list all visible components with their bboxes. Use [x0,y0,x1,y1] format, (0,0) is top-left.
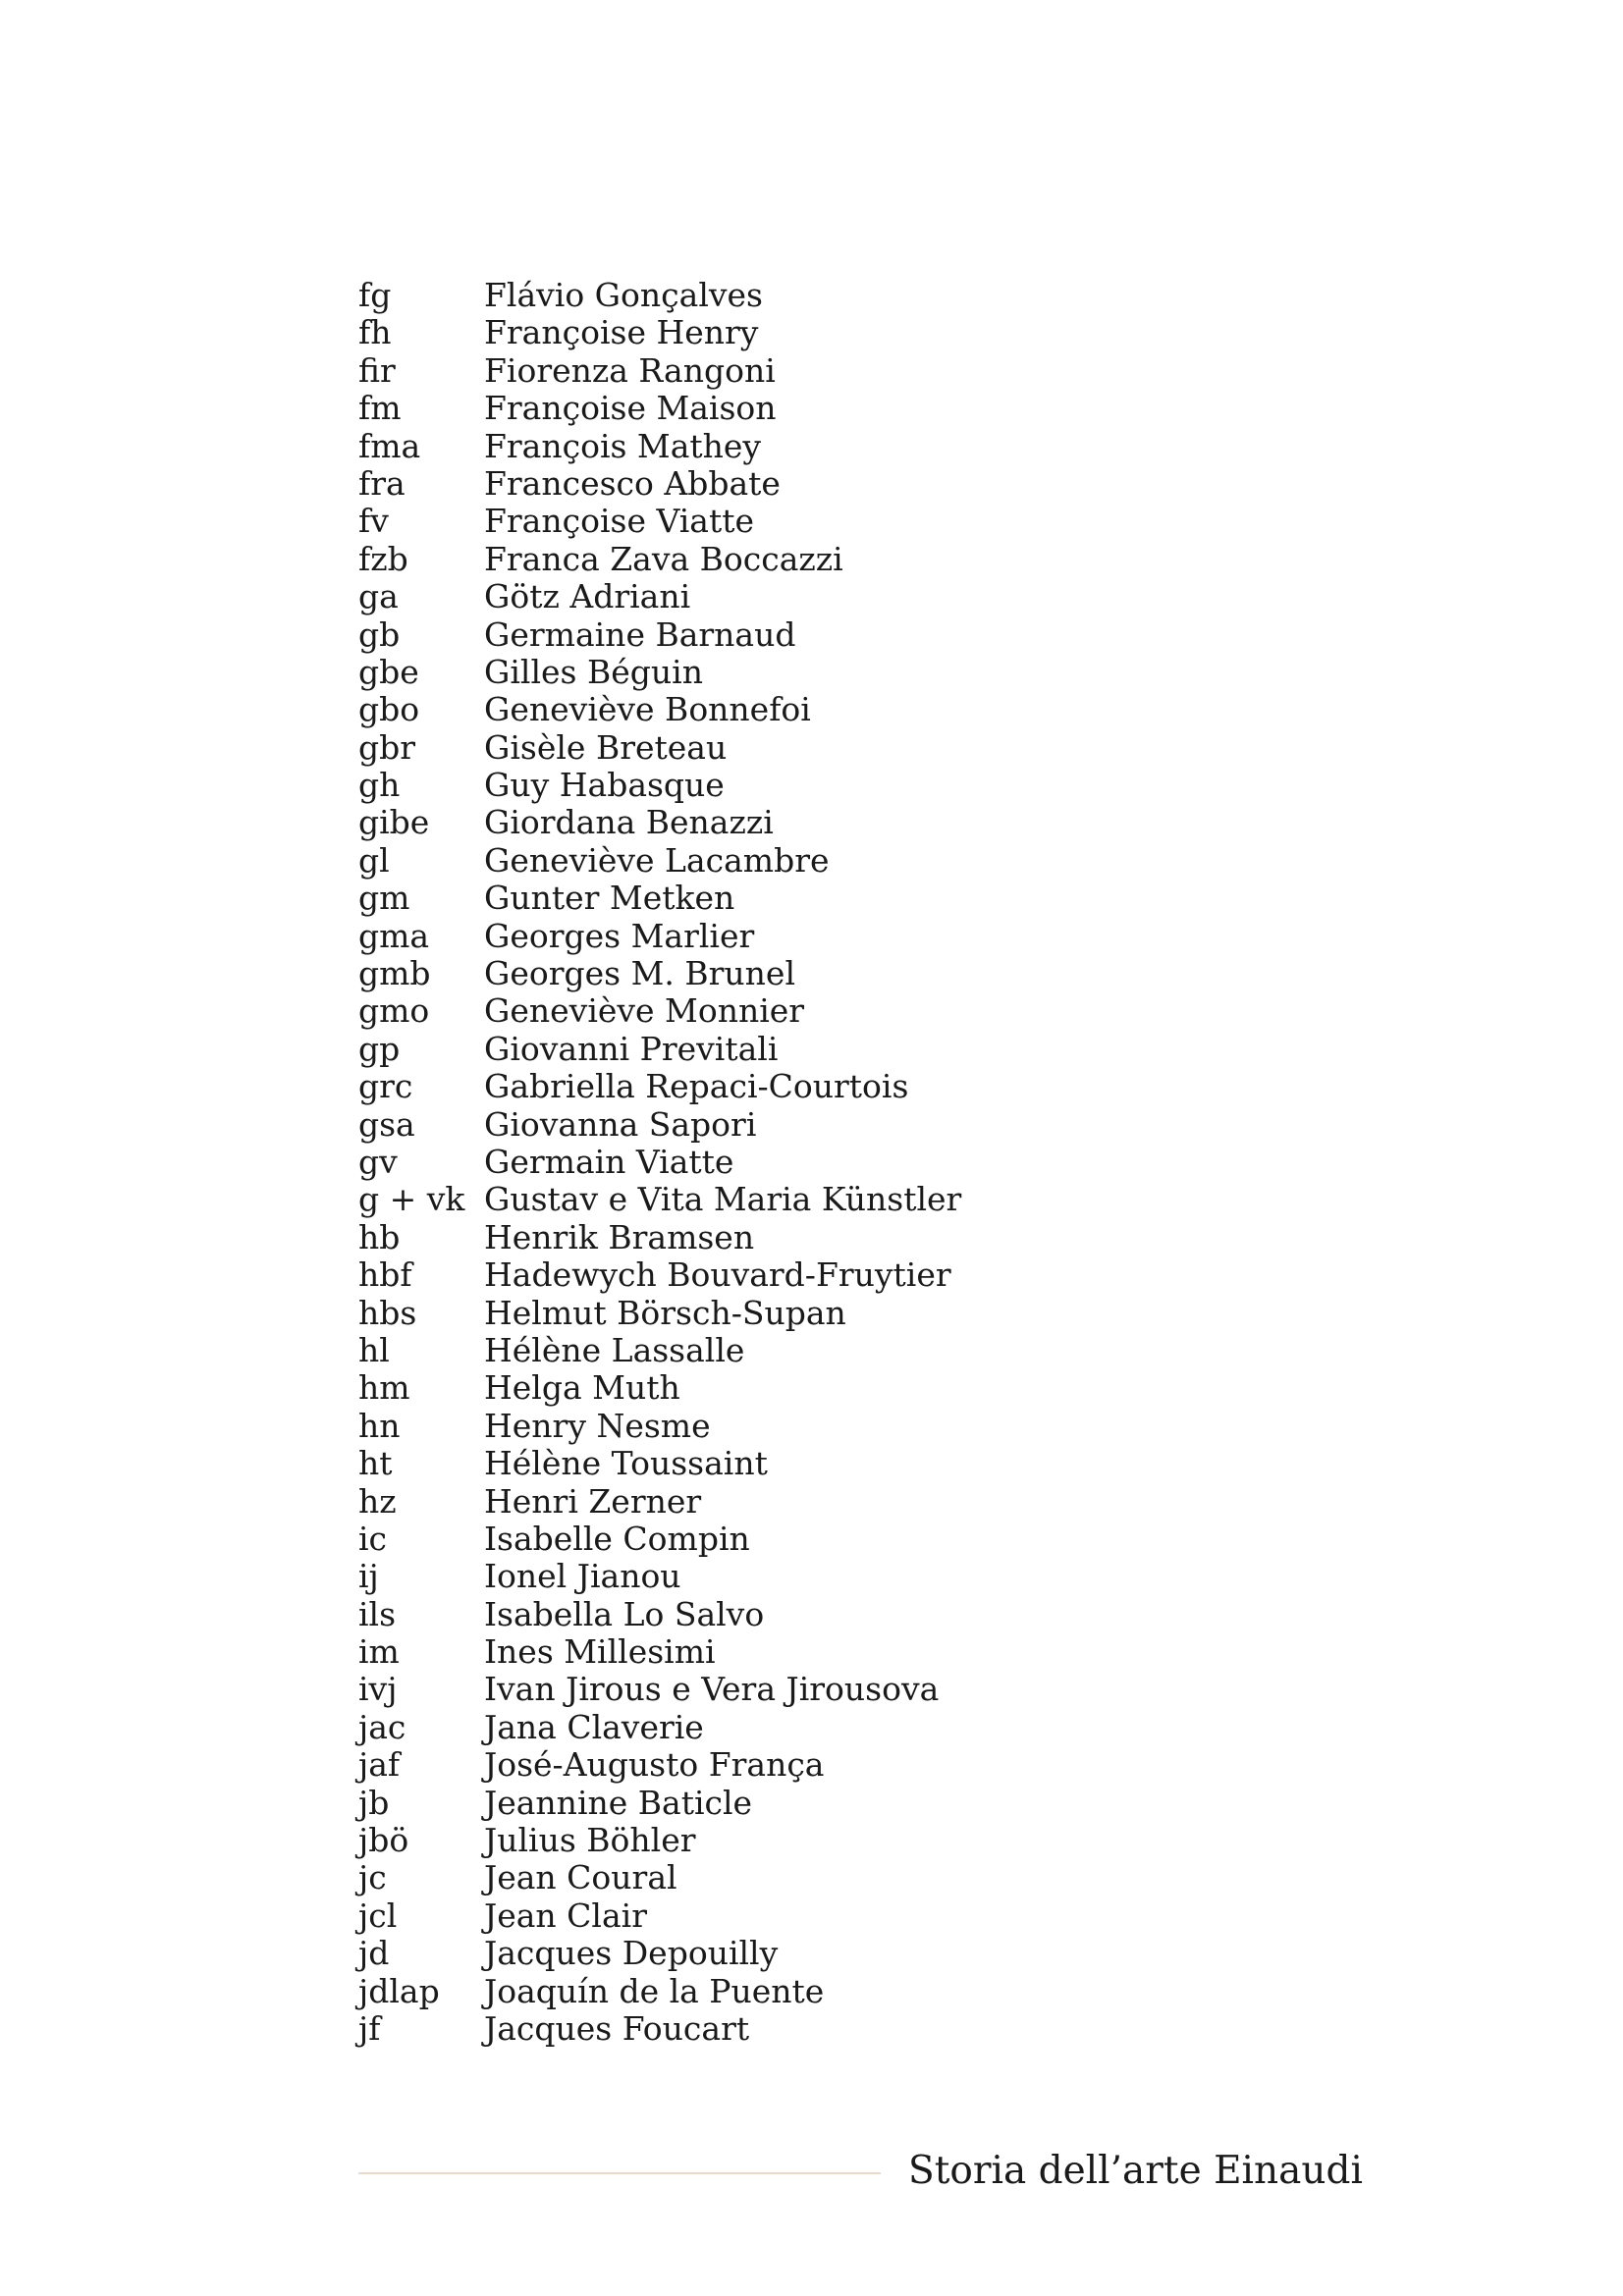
contributor-entry [358,1859,1242,1896]
contributor-name: Francesco Abbate [484,463,781,503]
contributor-abbreviation: gmb [358,954,431,993]
contributor-name: Flávio Gonçalves [484,276,763,314]
contributor-entry [358,1973,1242,2010]
contributor-entry [358,503,1242,540]
contributor-entry [358,1031,1242,1068]
contributor-entry [358,1709,1242,1746]
contributor-name: Fiorenza Rangoni [484,350,776,390]
contributor-abbreviation: hz [358,1481,397,1521]
contributor-name: Jana Claverie [484,1707,704,1746]
contributor-name: Gunter Metken [484,879,735,918]
contributor-name: Helga Muth [484,1368,680,1408]
contributor-entry [358,1256,1242,1294]
contributor-entry [358,1445,1242,1482]
contributor-entry [358,1746,1242,1784]
page-footer [358,2142,1363,2201]
contributor-abbreviation: ils [358,1594,397,1633]
contributor-abbreviation: g + vk [358,1180,465,1219]
contributor-name: Georges Marlier [484,916,755,955]
contributor-abbreviation: gp [358,1029,401,1068]
contributor-abbreviation: gv [358,1142,398,1181]
contributor-entry [358,277,1242,314]
contributor-entry [358,616,1242,654]
contributor-abbreviation: gbo [358,690,420,729]
contributor-abbreviation: ivj [358,1670,398,1709]
contributor-abbreviation: ic [358,1519,388,1558]
contributor-name: François Mathey [484,426,762,465]
contributor-entry [358,729,1242,767]
contributor-name: Henri Zerner [484,1481,702,1521]
contributor-abbreviation: hn [358,1406,401,1445]
contributor-abbreviation: hbs [358,1293,417,1332]
contributor-entry [358,1181,1242,1218]
contributor-abbreviation: jf [358,2008,381,2048]
contributor-entry [358,1219,1242,1256]
contributor-entry [358,1068,1242,1105]
contributor-name: Gilles Béguin [484,652,703,691]
contributor-name: Georges M. Brunel [484,954,795,993]
contributor-abbreviation: gibe [358,803,430,842]
contributor-abbreviation: hl [358,1330,390,1369]
contributor-name: Götz Adriani [484,577,691,616]
contributor-name: Gabriella Repaci-Courtois [484,1067,909,1106]
contributor-abbreviation: jac [358,1707,406,1746]
contributor-abbreviation: gmo [358,991,430,1031]
contributor-entry [358,918,1242,955]
contributor-abbreviation: fm [358,389,402,428]
contributor-abbreviation: ij [358,1557,379,1596]
contributor-entry [358,1408,1242,1445]
contributor-name: Gisèle Breteau [484,727,728,767]
contributor-entry [358,1483,1242,1521]
contributor-entry [358,691,1242,728]
contributor-entry [358,1785,1242,1822]
contributor-entry [358,992,1242,1030]
contributor-abbreviation: gsa [358,1104,415,1144]
contributor-entry [358,804,1242,841]
contributor-entry [358,2010,1242,2048]
contributor-entry [358,1671,1242,1708]
contributor-abbreviation: fg [358,276,392,314]
contributor-abbreviation: gm [358,879,410,918]
contributor-name: Germain Viatte [484,1142,734,1181]
footer-rule [358,2172,881,2174]
contributor-entry [358,1633,1242,1671]
contributor-name: Gustav e Vita Maria Künstler [484,1180,962,1219]
contributor-abbreviation: jaf [358,1745,401,1785]
contributor-name: Giordana Benazzi [484,803,774,842]
contributor-abbreviation: gl [358,840,390,880]
contributor-abbreviation: fzb [358,539,408,578]
contributor-entry [358,1897,1242,1935]
contributor-abbreviation: gbe [358,652,419,691]
contributor-abbreviation: fra [358,463,406,503]
contributor-entry [358,1935,1242,1972]
contributor-entry [358,1558,1242,1595]
contributor-entry [358,1295,1242,1332]
contributor-abbreviation: jc [358,1858,387,1897]
contributor-abbreviation: im [358,1632,400,1672]
contributor-abbreviation: hbf [358,1255,412,1295]
contributor-entry [358,880,1242,917]
contributor-abbreviation: ht [358,1444,393,1483]
contributor-entry [358,654,1242,691]
contributor-name: Françoise Henry [484,313,759,352]
contributor-entry [358,390,1242,427]
contributor-abbreviation: gma [358,916,430,955]
footer-title: Storia dell’arte Einaudi [908,2149,1363,2193]
contributor-name: Ionel Jianou [484,1557,681,1596]
contributor-name: José-Augusto França [484,1745,825,1785]
contributor-abbreviation: jcl [358,1896,398,1935]
contributor-name: Hélène Toussaint [484,1444,768,1483]
contributor-name: Geneviève Monnier [484,991,805,1031]
contributor-entry [358,767,1242,804]
contributor-abbreviation: hm [358,1368,410,1408]
contributor-abbreviation: jdlap [358,1971,440,2010]
contributor-entry [358,541,1242,578]
contributor-name: Françoise Maison [484,389,777,428]
contributor-name: Jacques Foucart [484,2008,750,2048]
contributor-entry [358,578,1242,615]
contributor-entry [358,1144,1242,1181]
contributor-name: Hélène Lassalle [484,1330,745,1369]
contributor-name: Helmut Börsch-Supan [484,1293,846,1332]
contributor-entry [358,1332,1242,1369]
contributor-name: Germaine Barnaud [484,614,796,654]
contributor-entry [358,1596,1242,1633]
contributor-name: Jeannine Baticle [484,1783,753,1822]
contributor-abbreviation: fh [358,313,392,352]
contributor-name: Françoise Viatte [484,502,754,541]
contributor-name: Hadewych Bouvard-Fruytier [484,1255,951,1295]
contributor-abbreviation: gb [358,614,401,654]
contributor-entry [358,1521,1242,1558]
contributor-abbreviation: gh [358,766,401,805]
contributor-abbreviation: fir [358,350,396,390]
contributor-name: Geneviève Lacambre [484,840,830,880]
contributor-abbreviation: grc [358,1067,413,1106]
contributor-entry [358,1822,1242,1859]
contributor-name: Isabelle Compin [484,1519,750,1558]
contributor-name: Geneviève Bonnefoi [484,690,811,729]
contributor-abbreviation: jd [358,1934,390,1973]
contributor-abbreviation: jb [358,1783,390,1822]
contributor-entry [358,842,1242,880]
contributor-abbreviation: jbö [358,1821,409,1860]
contributor-name: Henry Nesme [484,1406,711,1445]
contributor-name: Jacques Depouilly [484,1934,779,1973]
contributor-name: Isabella Lo Salvo [484,1594,765,1633]
contributor-entry [358,1369,1242,1407]
contributor-abbreviation: ga [358,577,399,616]
contributor-name: Giovanni Previtali [484,1029,779,1068]
contributor-entry [358,955,1242,992]
contributor-abbreviation: hb [358,1217,401,1256]
contributor-name: Henrik Bramsen [484,1217,755,1256]
contributor-entry [358,428,1242,465]
contributor-abbreviation: gbr [358,727,416,767]
contributor-name: Giovanna Sapori [484,1104,757,1144]
contributor-name: Ines Millesimi [484,1632,716,1672]
contributor-abbreviation: fma [358,426,421,465]
contributor-entry [358,465,1242,503]
contributor-abbreviation: fv [358,502,389,541]
contributor-name: Franca Zava Boccazzi [484,539,843,578]
contributor-list [358,277,1242,2048]
contributor-entry [358,314,1242,351]
contributor-entry [358,1106,1242,1144]
contributor-entry [358,352,1242,390]
contributor-name: Jean Coural [484,1858,677,1897]
contributor-name: Jean Clair [484,1896,647,1935]
contributor-name: Guy Habasque [484,766,725,805]
contributor-name: Julius Böhler [484,1821,696,1860]
contributor-name: Joaquín de la Puente [484,1971,825,2010]
contributor-name: Ivan Jirous e Vera Jirousova [484,1670,940,1709]
